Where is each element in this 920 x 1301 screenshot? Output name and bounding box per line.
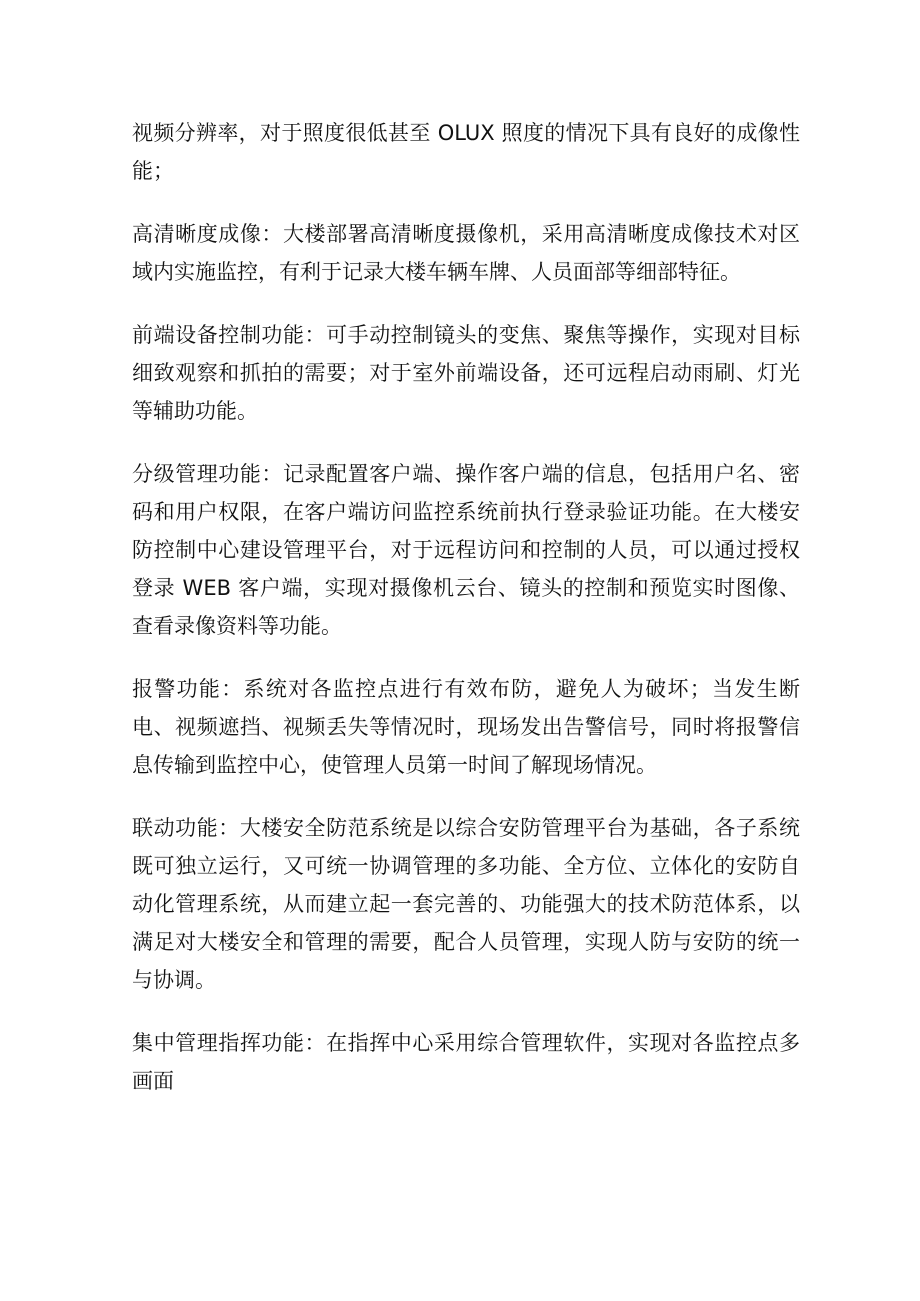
paragraph-tiered-management: 分级管理功能：记录配置客户端、操作客户端的信息，包括用户名、密码和用户权限，在客户端访问监控系统前执行登录验证功能。在大楼安防控制中心建设管理平台，对于远程访问和控制的人员，可以通过授权登录 WEB 客户端，实现对摄像机云台、镜头的控制和预览实时图像、查看录像资料等功能。 bbox=[132, 462, 800, 638]
paragraph-linkage: 联动功能：大楼安全防范系统是以综合安防管理平台为基础，各子系统既可独立运行，又可统一协调管理的多功能、全方位、立体化的安防自动化管理系统，从而建立起一套完善的、功能强大的技术防范体系，以满足对大楼安全和管理的需要，配合人员管理，实现人防与安防的统一与协调。 bbox=[132, 816, 800, 992]
paragraph-central-command: 集中管理指挥功能：在指挥中心采用综合管理软件，实现对各监控点多画面 bbox=[132, 1031, 800, 1093]
paragraph-alarm: 报警功能：系统对各监控点进行有效布防，避免人为破坏；当发生断电、视频遮挡、视频丢失等情况时，现场发出告警信号，同时将报警信息传输到监控中心，使管理人员第一时间了解现场情况。 bbox=[132, 677, 800, 777]
paragraph-resolution: 视频分辨率，对于照度很低甚至 OLUX 照度的情况下具有良好的成像性能； bbox=[132, 121, 800, 183]
paragraph-frontend-control: 前端设备控制功能：可手动控制镜头的变焦、聚焦等操作，实现对目标细致观察和抓拍的需要；对于室外前端设备，还可远程启动雨刷、灯光等辅助功能。 bbox=[132, 323, 800, 423]
paragraph-hd-imaging: 高清晰度成像：大楼部署高清晰度摄像机，采用高清晰度成像技术对区域内实施监控，有利于记录大楼车辆车牌、人员面部等细部特征。 bbox=[132, 222, 800, 284]
document-body bbox=[132, 114, 800, 1125]
